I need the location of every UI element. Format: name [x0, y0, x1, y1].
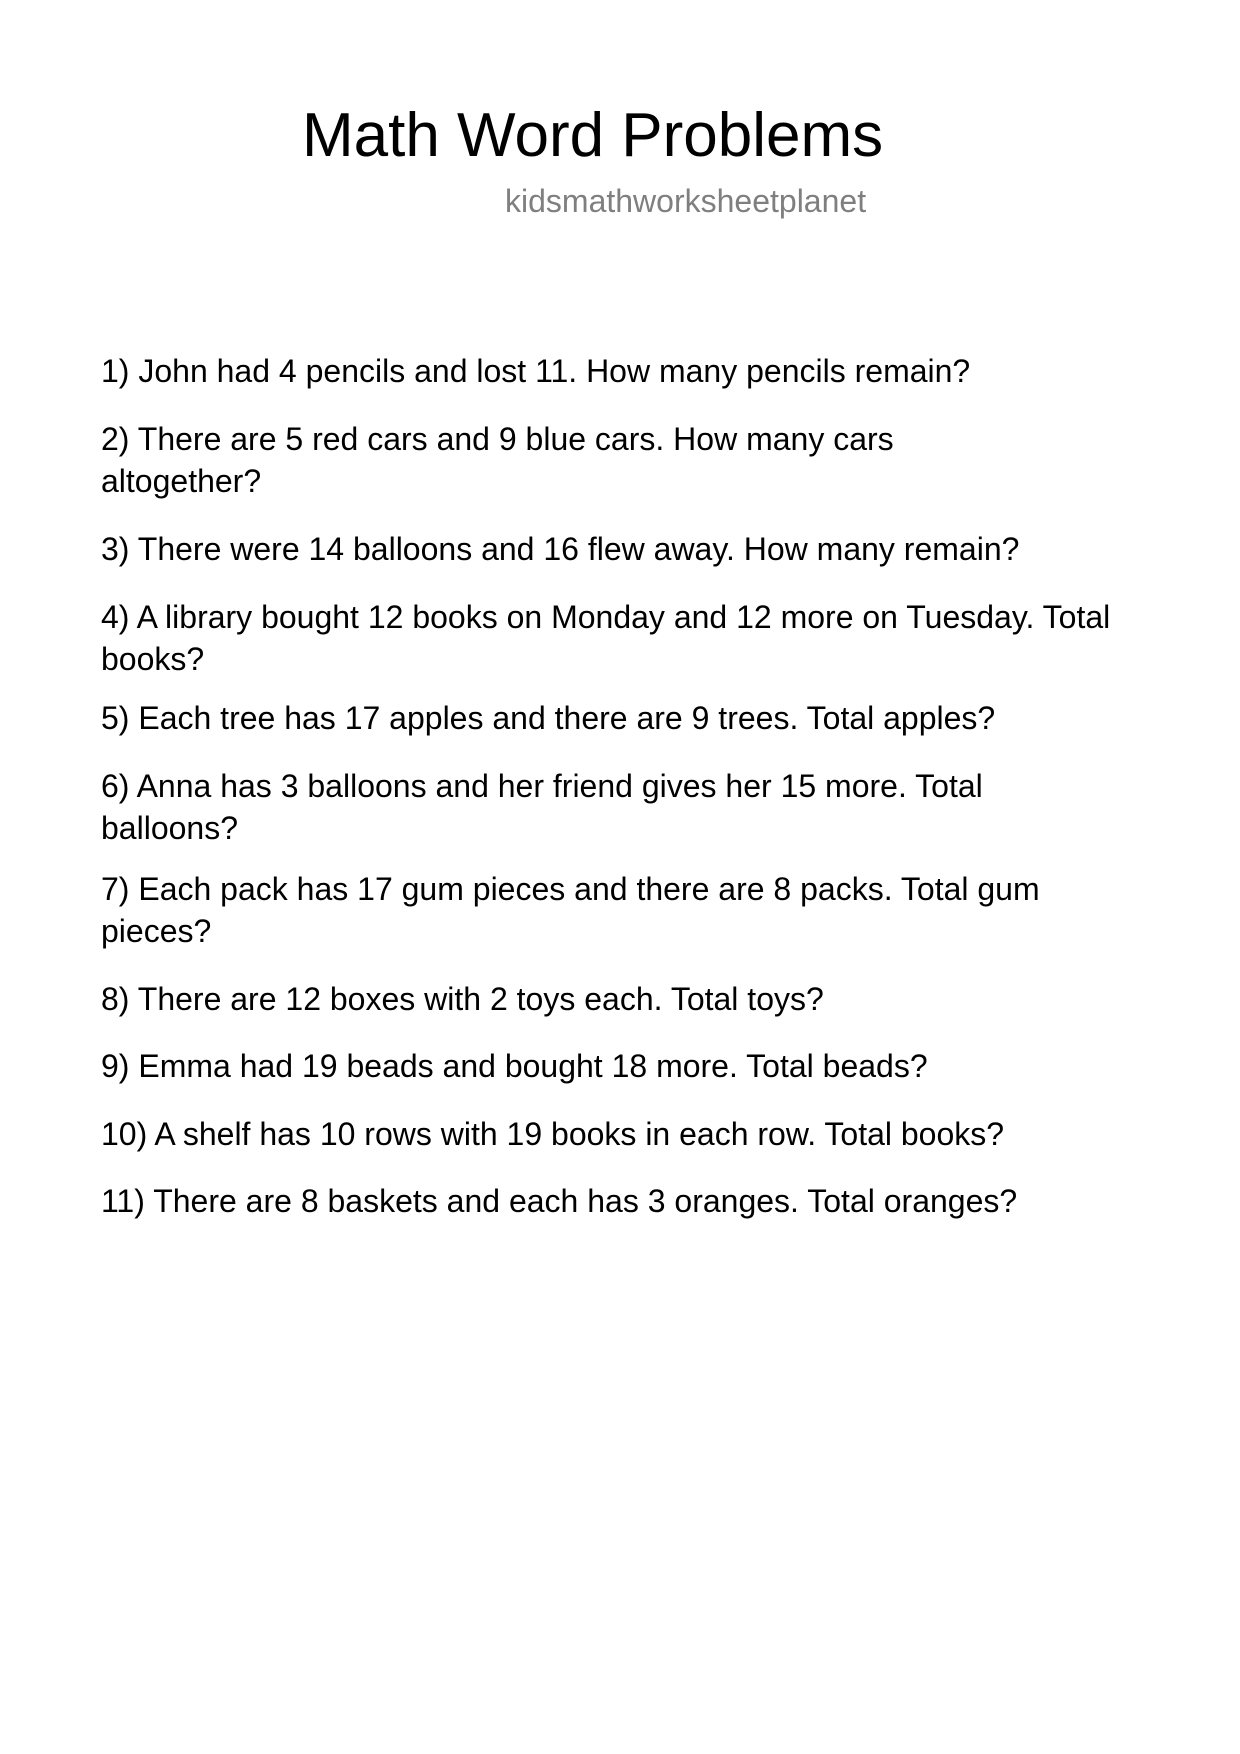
problem-6: 6) Anna has 3 balloons and her friend gives her 15 more. Total balloons? — [101, 768, 983, 846]
problem-4: 4) A library bought 12 books on Monday and 12 more on Tuesday. Total books? — [101, 599, 1111, 677]
problem-10: 10) A shelf has 10 rows with 19 books in each row. Total books? — [101, 1116, 1005, 1152]
problem-1: 1) John had 4 pencils and lost 11. How many pencils remain? — [101, 353, 971, 389]
page-subtitle: kidsmathworksheetplanet — [505, 183, 867, 219]
problem-8: 8) There are 12 boxes with 2 toys each. Total toys? — [101, 981, 824, 1017]
page-title: Math Word Problems — [302, 101, 884, 170]
problem-2: 2) There are 5 red cars and 9 blue cars. How many cars altogether? — [101, 421, 894, 499]
problem-11: 11) There are 8 baskets and each has 3 oranges. Total oranges? — [101, 1183, 1018, 1219]
problem-7: 7) Each pack has 17 gum pieces and there are 8 packs. Total gum pieces? — [101, 871, 1040, 949]
problem-5: 5) Each tree has 17 apples and there are 9 trees. Total apples? — [101, 700, 996, 736]
problem-9: 9) Emma had 19 beads and bought 18 more. Total beads? — [101, 1048, 928, 1084]
problem-3: 3) There were 14 balloons and 16 flew away. How many remain? — [101, 531, 1020, 567]
